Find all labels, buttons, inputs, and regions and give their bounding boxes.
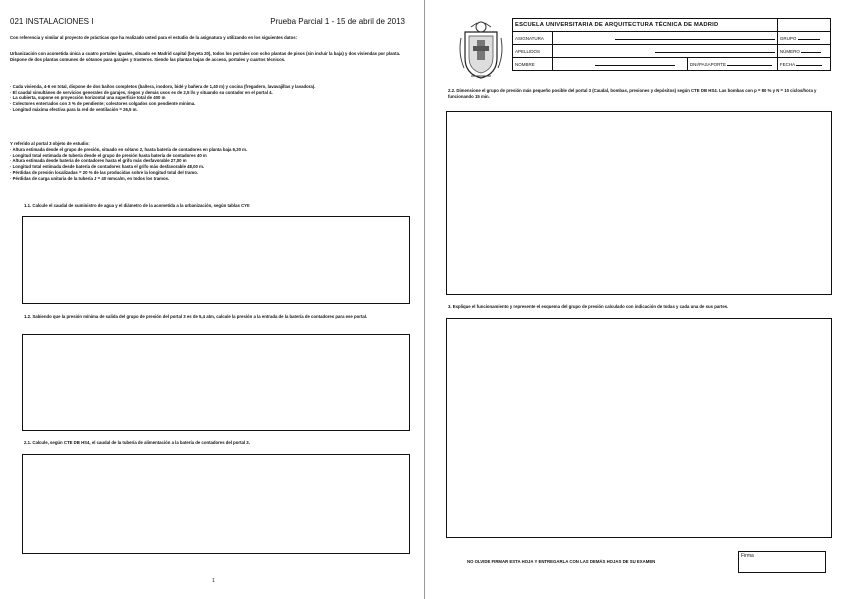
signature-box[interactable] xyxy=(738,551,826,573)
course-title: 021 INSTALACIONES I xyxy=(10,17,94,26)
general-data-list xyxy=(10,84,410,113)
footer-note: NO OLVIDE FIRMAR ESTA HOJA Y ENTREGARLA CON LAS DEMÁS HOJAS DE SU EXAMEN xyxy=(467,559,656,564)
answer-box-1-1[interactable] xyxy=(22,216,410,304)
answer-box-3[interactable] xyxy=(446,318,832,538)
list-item: · Altura estimada desde el grupo de presión, situado en sótano 2, hasta batería de contadores en planta baja 6,20 m. xyxy=(10,147,410,153)
exam-title: Prueba Parcial 1 - 15 de abril de 2013 xyxy=(270,17,405,26)
list-item: · Longitud total estimada desde batería de contadores hasta el grifo más desfavorable 48,00 m. xyxy=(10,164,410,170)
page-number: 1 xyxy=(212,578,215,584)
portal-3-intro: Y referido al portal 3 objeto de estudio: xyxy=(10,141,90,146)
portal-3-data-list xyxy=(10,147,410,181)
name-label: NOMBRE xyxy=(513,58,553,71)
date-label: FECHA xyxy=(779,61,795,67)
name-field[interactable] xyxy=(552,58,687,71)
urbanization-description: Urbanización con acometida única a cuatro portales iguales, situado en Madrid capital (boyeta 20), todos los portales con ocho plantas de pisos (sin incluir la baja) y dos viviendas por planta. Dispone de dos plantas comunes de sótanos para garajes y trasteros. Siendo las plantas bajas de acceso, portales y cuartos técnicos. xyxy=(10,51,401,62)
question-2-1: 2.1. Calcule, según CTE DB HS4, el caudal de la tubería de alimentación a la batería de contadores del portal 3. xyxy=(24,440,250,445)
question-3: 3. Explique el funcionamiento y represente el esquema del grupo de presión calculado con indicación de todas y cada una de sus partes. xyxy=(448,304,729,309)
subject-field[interactable] xyxy=(552,32,777,45)
answer-box-1-2[interactable] xyxy=(22,334,410,431)
list-item: · El caudal simultáneo de servicios generales de garajes, riegos y demás usos es de 2,5 l/s y situando su contador en el portal 4. xyxy=(10,90,410,96)
list-item: · Longitud total estimada de tubería desde el grupo de presión hasta batería de contadores 40 m xyxy=(10,153,410,159)
list-item: · Cada vivienda, 4-6 en total, dispone de dos baños completos (bañera, inodoro, bidé y bañera de 1,40 m) y cocina (fregadero, lavavajillas y lavadora). xyxy=(10,84,410,90)
subject-label: ASIGNATURA xyxy=(513,32,553,45)
answer-box-2-1[interactable] xyxy=(22,454,410,554)
intro-text: Con referencia y similar al proyecto de prácticas que ha realizado usted para el estudio de la asignatura y utilizando en los siguientes datos: xyxy=(10,35,298,40)
number-cell[interactable] xyxy=(777,45,830,58)
school-crest-icon xyxy=(455,18,507,82)
list-item: · Altura estimada desde batería de contadores hasta el grifo más desfavorable 27,00 m xyxy=(10,158,410,164)
list-item: · Longitud máxima efectiva para la red de ventilación = 26,5 m. xyxy=(10,107,410,113)
answer-box-2-2[interactable] xyxy=(446,111,832,295)
surname-label: APELLIDOS xyxy=(513,45,553,58)
blank-cell xyxy=(777,19,830,32)
surname-field[interactable] xyxy=(552,45,777,58)
group-cell[interactable] xyxy=(777,32,830,45)
student-info-table xyxy=(512,18,831,71)
group-label: GRUPO xyxy=(779,35,797,41)
date-cell[interactable] xyxy=(777,58,830,71)
number-label: NÚMERO xyxy=(779,48,800,54)
list-item: · Pérdidas de presión localizadas = 20 % de las producidas sobre la longitud total del tramo. xyxy=(10,170,410,176)
question-2-2: 2.2. Dimensione el grupo de presión más pequeño posible del portal 3 (Caudal, bombas, presiones y depósitos) según CTE DB HS4. Las bombas con p = 80 % y N = 10 ciclos/hora y funcionando 15 min. xyxy=(448,88,817,99)
list-item: · Colectores enterrados con 3 % de pendiente; colectores colgados con pendiente mínima. xyxy=(10,101,410,107)
question-1-1: 1.1. Calcule el caudal de suministro de agua y el diámetro de la acometida a la urbanización, según tablas CYII xyxy=(24,203,250,208)
list-item: · Pérdidas de carga unitaria de la tubería J = 40 mmca/m, en todos los tramos. xyxy=(10,176,410,182)
signature-label: Firma xyxy=(741,553,754,559)
list-item: · La cubierta, supone en proyección horizontal una superficie total de 400 m xyxy=(10,95,410,101)
school-name: ESCUELA UNIVERSITARIA DE ARQUITECTURA TÉCNICA DE MADRID xyxy=(513,19,778,32)
question-1-2: 1.2. Sabiendo que la presión mínima de salida del grupo de presión del portal 3 es de 5,4 atm, calcule la presión a la entrada de la batería de contadores para ese portal. xyxy=(24,314,368,319)
dni-cell[interactable] xyxy=(687,58,777,71)
dni-label: DNI/PASAPORTE xyxy=(689,61,727,67)
